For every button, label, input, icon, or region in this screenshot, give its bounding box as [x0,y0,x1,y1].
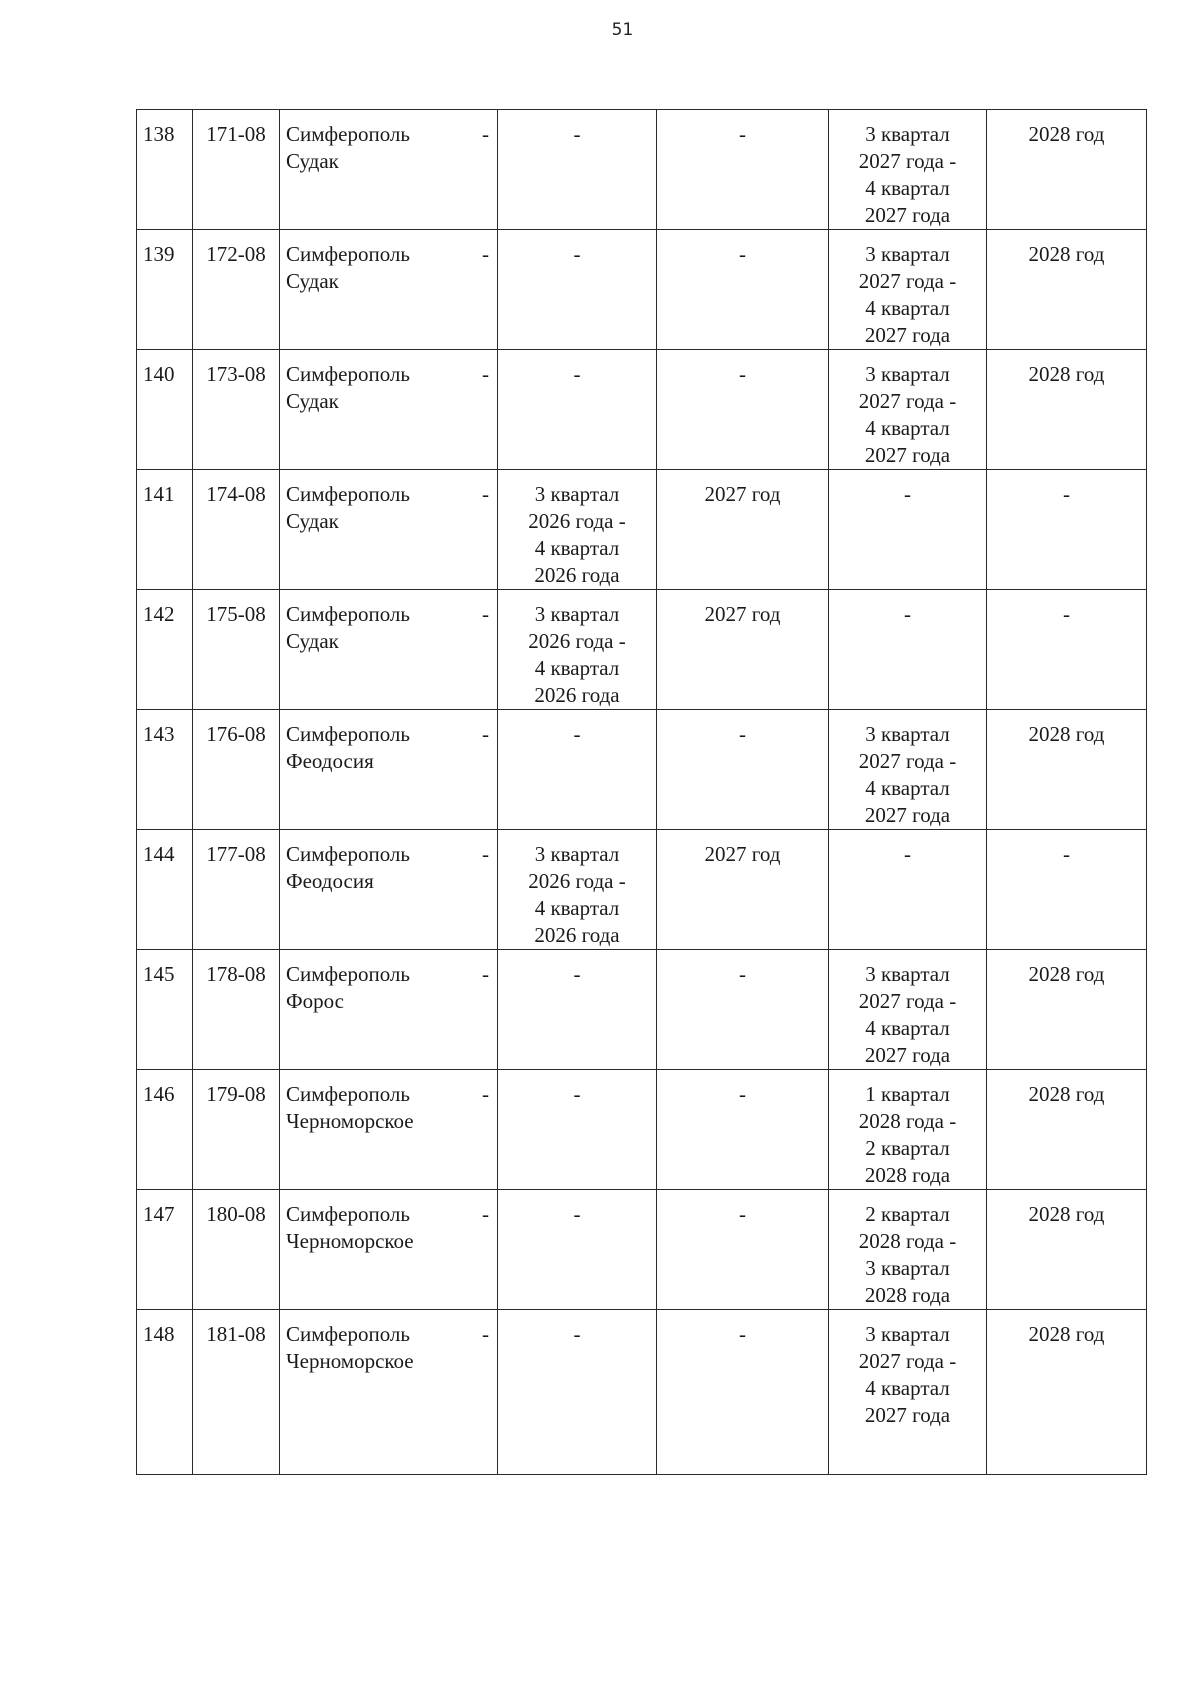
year-cell-1 [657,1070,829,1190]
row-number: 143 [143,722,175,746]
route-to: Судак [286,389,339,413]
year-cell-2 [987,230,1147,350]
table-row [137,710,1147,830]
route-code-cell [193,1310,280,1475]
route-code-cell [193,710,280,830]
row-number-cell [137,950,193,1070]
period-2-line: 1 квартал [865,1082,950,1106]
period-2-line: 3 квартал [865,962,950,986]
period-cell-1 [498,830,657,950]
route-dash: - [482,362,489,386]
period-cell-2 [829,1190,987,1310]
route-code: 178-08 [206,962,266,986]
year-cell-1 [657,110,829,230]
year-2-line: 2028 год [1028,122,1105,146]
row-number: 139 [143,242,175,266]
year-1-line: - [739,242,746,266]
period-1-line: - [573,722,581,746]
period-1-line: 2026 года [534,923,620,947]
table-row [137,950,1147,1070]
row-number: 138 [143,122,175,146]
year-cell-2 [987,470,1147,590]
year-cell-2 [987,1310,1147,1475]
year-1-line: - [739,1082,746,1106]
row-number-cell [137,350,193,470]
period-1-line: 2026 года [534,563,620,587]
table-row [137,230,1147,350]
period-2-line: 2027 года - [858,389,957,413]
period-2-line: 2 квартал [865,1202,950,1226]
route-code-cell [193,470,280,590]
route-code: 174-08 [206,482,266,506]
table-row [137,350,1147,470]
year-cell-2 [987,710,1147,830]
year-1-line: - [739,1202,746,1226]
period-1-line: 2026 года - [528,869,626,893]
table-row [137,590,1147,710]
row-number: 142 [143,602,175,626]
period-cell-2 [829,110,987,230]
route-dash: - [482,1322,489,1346]
period-cell-2 [829,1070,987,1190]
route-name-cell [280,830,498,950]
period-cell-1 [498,350,657,470]
route-code: 173-08 [206,362,266,386]
route-to: Судак [286,269,339,293]
period-cell-1 [498,110,657,230]
period-2-line: 4 квартал [865,1376,950,1400]
period-1-line: 3 квартал [534,482,620,506]
year-2-line: - [1063,842,1070,866]
route-code: 176-08 [206,722,266,746]
period-2-line: 2028 года - [858,1229,957,1253]
period-2-line: - [904,482,911,506]
year-1-line: - [739,962,746,986]
row-number: 140 [143,362,175,386]
period-2-line: 2027 года - [858,269,957,293]
year-cell-1 [657,590,829,710]
period-2-line: 2027 года [864,203,951,227]
route-to: Черноморское [286,1349,414,1373]
period-2-line: 2028 года - [858,1109,957,1133]
year-cell-2 [987,1070,1147,1190]
period-cell-2 [829,950,987,1070]
row-number-cell [137,470,193,590]
route-dash: - [482,1082,489,1106]
period-1-line: 3 квартал [534,602,620,626]
period-1-line: - [573,1082,581,1106]
route-to: Судак [286,629,339,653]
year-2-line: 2028 год [1028,962,1105,986]
year-cell-2 [987,830,1147,950]
period-cell-2 [829,350,987,470]
table-row [137,110,1147,230]
route-from: Симферополь [286,962,410,986]
year-cell-1 [657,950,829,1070]
year-2-line: - [1063,482,1070,506]
route-to: Феодосия [286,869,374,893]
route-dash: - [482,602,489,626]
period-cell-1 [498,950,657,1070]
year-cell-2 [987,350,1147,470]
year-cell-2 [987,590,1147,710]
period-1-line: 2026 года - [528,629,626,653]
route-name-cell [280,950,498,1070]
period-2-line: 3 квартал [865,362,950,386]
period-2-line: 4 квартал [865,176,950,200]
period-cell-2 [829,470,987,590]
period-2-line: 3 квартал [865,242,950,266]
route-from: Симферополь [286,1202,410,1226]
period-2-line: 2027 года - [858,1349,957,1373]
row-number-cell [137,1070,193,1190]
period-cell-2 [829,710,987,830]
period-cell-2 [829,830,987,950]
route-from: Симферополь [286,602,410,626]
year-1-line: 2027 год [704,842,781,866]
period-cell-1 [498,230,657,350]
route-code-cell [193,830,280,950]
row-number: 144 [143,842,175,866]
year-2-line: 2028 год [1028,242,1105,266]
route-code-cell [193,230,280,350]
table-row [137,1190,1147,1310]
route-code: 175-08 [206,602,266,626]
period-2-line: 2027 года [864,323,951,347]
year-cell-1 [657,710,829,830]
route-from: Симферополь [286,482,410,506]
row-number-cell [137,590,193,710]
route-to: Черноморское [286,1109,414,1133]
route-from: Симферополь [286,242,410,266]
period-cell-1 [498,1070,657,1190]
period-2-line: 2027 года [864,443,951,467]
route-code: 181-08 [206,1322,266,1346]
route-code: 177-08 [206,842,266,866]
period-2-line: 2027 года [864,1403,951,1427]
table-row [137,1310,1147,1475]
period-2-line: 2027 года [864,1043,951,1067]
year-2-line: 2028 год [1028,1082,1105,1106]
year-cell-1 [657,830,829,950]
period-2-line: 4 квартал [865,416,950,440]
route-dash: - [482,1202,489,1226]
route-from: Симферополь [286,362,410,386]
period-2-line: 4 квартал [865,776,950,800]
year-cell-1 [657,230,829,350]
route-to: Форос [286,989,344,1013]
row-number: 141 [143,482,175,506]
route-dash: - [482,242,489,266]
period-cell-1 [498,710,657,830]
route-to: Черноморское [286,1229,414,1253]
route-name-cell [280,470,498,590]
period-2-line: 3 квартал [865,1322,950,1346]
route-name-cell [280,1310,498,1475]
route-name-cell [280,710,498,830]
period-2-line: 2027 года - [858,749,957,773]
year-1-line: - [739,362,746,386]
route-from: Симферополь [286,122,410,146]
year-cell-1 [657,350,829,470]
period-cell-2 [829,230,987,350]
year-cell-2 [987,950,1147,1070]
period-1-line: - [573,1202,581,1226]
route-code-cell [193,1070,280,1190]
period-2-line: 2028 года [864,1283,951,1307]
year-2-line: 2028 год [1028,1322,1105,1346]
year-2-line: 2028 год [1028,362,1105,386]
row-number-cell [137,830,193,950]
route-name-cell [280,1190,498,1310]
period-cell-1 [498,470,657,590]
period-2-line: 2028 года [864,1163,951,1187]
year-1-line: - [739,122,746,146]
period-cell-1 [498,1190,657,1310]
route-dash: - [482,962,489,986]
year-cell-1 [657,1310,829,1475]
schedule-table [136,109,1147,1475]
route-name-cell [280,230,498,350]
row-number: 147 [143,1202,175,1226]
row-number-cell [137,110,193,230]
row-number-cell [137,1310,193,1475]
period-2-line: 3 квартал [865,722,950,746]
route-to: Судак [286,149,339,173]
route-dash: - [482,482,489,506]
period-1-line: 4 квартал [534,656,620,680]
period-cell-1 [498,1310,657,1475]
route-dash: - [482,842,489,866]
year-1-line: 2027 год [704,482,781,506]
period-1-line: 2026 года - [528,509,626,533]
period-1-line: 3 квартал [534,842,620,866]
period-2-line: - [904,842,911,866]
route-name-cell [280,1070,498,1190]
route-from: Симферополь [286,1082,410,1106]
year-cell-1 [657,1190,829,1310]
period-2-line: 3 квартал [865,1256,950,1280]
row-number-cell [137,230,193,350]
route-code-cell [193,590,280,710]
period-2-line: 4 квартал [865,296,950,320]
route-name-cell [280,110,498,230]
period-2-line: 2027 года - [858,149,957,173]
row-number: 145 [143,962,175,986]
period-1-line: - [573,962,581,986]
route-code: 180-08 [206,1202,266,1226]
route-code-cell [193,350,280,470]
period-2-line: 3 квартал [865,122,950,146]
year-2-line: 2028 год [1028,1202,1105,1226]
year-2-line: - [1063,602,1070,626]
row-number-cell [137,1190,193,1310]
route-to: Судак [286,509,339,533]
year-cell-2 [987,1190,1147,1310]
route-to: Феодосия [286,749,374,773]
route-dash: - [482,722,489,746]
route-code-cell [193,110,280,230]
route-name-cell [280,590,498,710]
row-number: 148 [143,1322,175,1346]
period-1-line: 2026 года [534,683,620,707]
period-1-line: - [573,122,581,146]
period-1-line: - [573,1322,581,1346]
route-from: Симферополь [286,842,410,866]
period-2-line: 4 квартал [865,1016,950,1040]
route-name-cell [280,350,498,470]
row-number-cell [137,710,193,830]
route-code-cell [193,950,280,1070]
route-from: Симферополь [286,722,410,746]
route-code: 172-08 [206,242,266,266]
period-1-line: - [573,242,581,266]
table-row [137,470,1147,590]
period-cell-2 [829,590,987,710]
table-row [137,830,1147,950]
year-cell-2 [987,110,1147,230]
period-cell-2 [829,1310,987,1475]
period-1-line: 4 квартал [534,536,620,560]
route-code-cell [193,1190,280,1310]
route-code: 171-08 [206,122,266,146]
year-2-line: 2028 год [1028,722,1105,746]
year-cell-1 [657,470,829,590]
period-2-line: 2027 года [864,803,951,827]
period-1-line: 4 квартал [534,896,620,920]
year-1-line: 2027 год [704,602,781,626]
route-dash: - [482,122,489,146]
row-number: 146 [143,1082,175,1106]
period-2-line: 2027 года - [858,989,957,1013]
period-2-line: 2 квартал [865,1136,950,1160]
route-from: Симферополь [286,1322,410,1346]
year-1-line: - [739,722,746,746]
route-code: 179-08 [206,1082,266,1106]
period-2-line: - [904,602,911,626]
period-1-line: - [573,362,581,386]
period-cell-1 [498,590,657,710]
page-number: 51 [611,20,634,40]
year-1-line: - [739,1322,746,1346]
table-row [137,1070,1147,1190]
